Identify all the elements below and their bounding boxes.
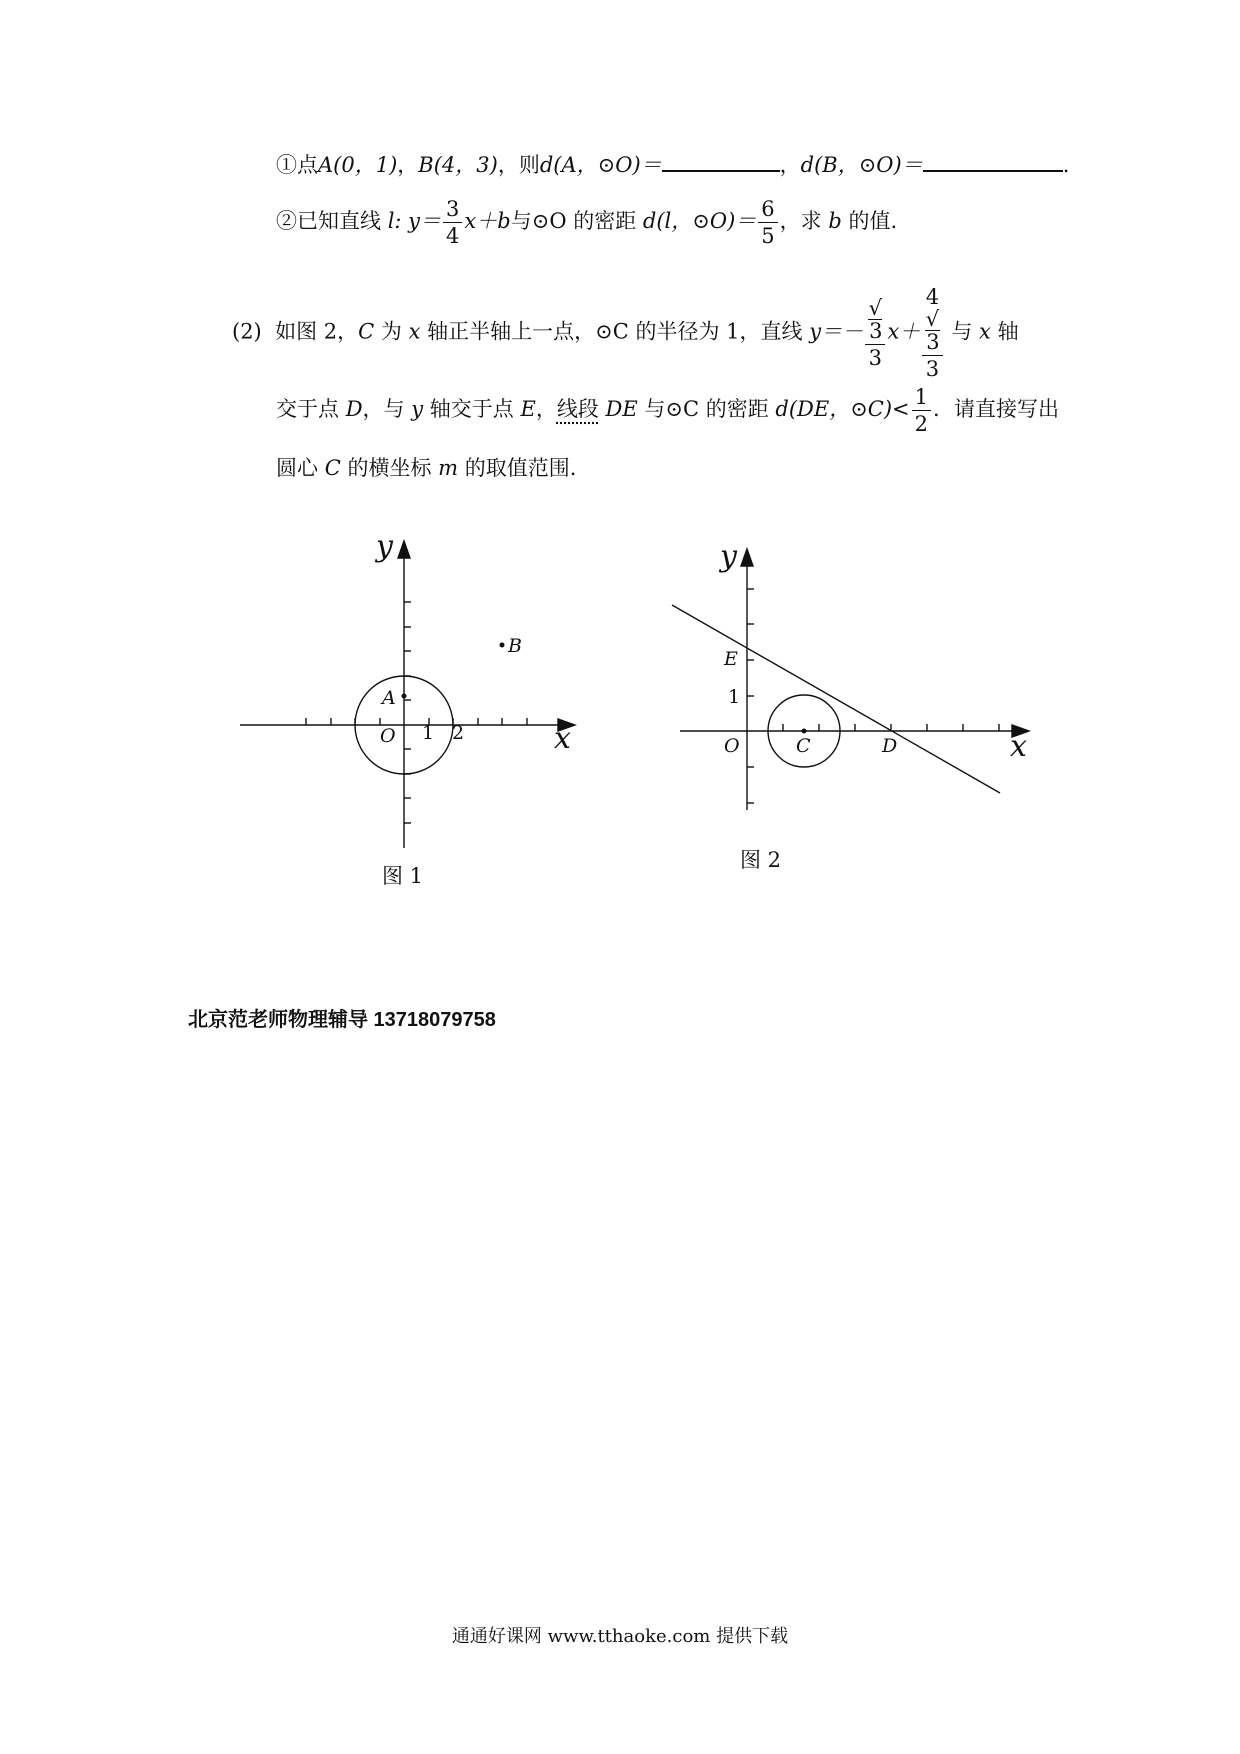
source-footer: 通通好课网 www.tthaoke.com 提供下载 bbox=[451, 1626, 789, 1647]
fig1-tick1: 1 bbox=[422, 722, 435, 744]
q1-sep: ， bbox=[397, 153, 419, 177]
q1-mid: ，则 bbox=[497, 153, 540, 177]
q2-tail2: 的值. bbox=[848, 209, 898, 234]
q2-mid: 与⊙O 的密距 bbox=[510, 209, 637, 234]
fraction-4sqrt3-over-3: 4 √ 3 3 bbox=[922, 286, 942, 380]
tutor-contact: 北京范老师物理辅导 13718079758 bbox=[188, 1009, 496, 1031]
figure-2-caption: 图 2 bbox=[740, 848, 782, 872]
fig1-a-label: A bbox=[382, 687, 396, 709]
q2-prefix: ②已知直线 bbox=[276, 209, 381, 234]
fig1-y-label: y bbox=[376, 529, 393, 564]
p2-de: DE bbox=[605, 397, 638, 422]
p2-line3-a: 圆心 bbox=[276, 456, 318, 480]
fig2-origin: O bbox=[724, 735, 740, 757]
p2-line2-e: 与⊙C 的密距 bbox=[644, 397, 769, 422]
p2-segment: 线段 bbox=[556, 397, 599, 422]
p2-line2-c: 轴交于点 bbox=[429, 397, 514, 422]
q1-dA: d(A，⊙O)＝ bbox=[539, 153, 662, 177]
p2-text2: 为 bbox=[380, 319, 402, 344]
fig2-e-label: E bbox=[724, 648, 738, 670]
q1-end: . bbox=[1062, 153, 1070, 177]
p2-line2-a: 交于点 bbox=[276, 397, 339, 422]
q2-l: l: bbox=[387, 209, 402, 234]
fig2-c-label: C bbox=[796, 735, 811, 757]
fig1-y-ticks bbox=[404, 602, 411, 823]
fig2-y-label: y bbox=[720, 539, 737, 574]
fig1-point-b bbox=[500, 643, 505, 648]
p2-line3-b: 的横坐标 bbox=[347, 456, 432, 480]
figure-2 bbox=[672, 549, 1029, 810]
fraction-sqrt3-over-3: √ 3 3 bbox=[865, 297, 885, 369]
p2-text4: 与 bbox=[951, 319, 973, 344]
q2-tail: ，求 bbox=[779, 209, 822, 234]
fig2-x-label: x bbox=[1010, 729, 1027, 764]
p2-x: x bbox=[408, 319, 421, 344]
fig1-y-arrow bbox=[398, 541, 410, 558]
frac-den: 5 bbox=[761, 224, 775, 249]
p2-d-de: d(DE，⊙C)< bbox=[775, 397, 910, 422]
frac-num: 3 bbox=[443, 198, 462, 223]
frac-sqrt-num: 3 bbox=[869, 319, 883, 344]
p2-y-eq: y＝－ bbox=[809, 319, 864, 344]
frac-sqrt-num: 3 bbox=[926, 330, 940, 355]
fig2-y-ticks bbox=[747, 589, 754, 803]
frac-den: 3 bbox=[868, 346, 882, 371]
p2-text3: 轴正半轴上一点，⊙C 的半径为 1，直线 bbox=[427, 319, 803, 344]
frac-num: 1 bbox=[912, 386, 931, 411]
p2-text1: 如图 2， bbox=[275, 319, 359, 344]
fig1-tick2: 2 bbox=[452, 722, 465, 744]
p2-label: (2) bbox=[232, 319, 262, 344]
fig2-y-arrow bbox=[741, 549, 753, 566]
fig1-x-label: x bbox=[554, 721, 571, 756]
p2-e: E bbox=[520, 397, 536, 422]
fig2-line-de bbox=[672, 605, 1000, 793]
p2-line2-f: ．请直接写出 bbox=[933, 397, 1060, 422]
p2-line2-b: ，与 bbox=[362, 397, 405, 422]
fig1-b-label: B bbox=[508, 635, 522, 657]
p2-y: y bbox=[411, 397, 424, 422]
figure-1-caption: 图 1 bbox=[382, 864, 424, 888]
p2-d: D bbox=[345, 397, 363, 422]
q2-d: d(l，⊙O)＝ bbox=[642, 209, 757, 234]
q1-dB: d(B，⊙O)＝ bbox=[800, 153, 923, 177]
q2-xb: x＋b bbox=[464, 209, 511, 234]
frac-den: 3 bbox=[925, 357, 940, 382]
fig2-point-c bbox=[802, 729, 807, 734]
p2-x-plus: x＋ bbox=[887, 319, 921, 344]
q2-y-eq: y＝ bbox=[408, 209, 442, 234]
p2-m: m bbox=[438, 456, 459, 480]
p2-line3-c: 的取值范围. bbox=[464, 456, 577, 480]
fig2-tick1: 1 bbox=[728, 686, 741, 708]
p2-c2: C bbox=[324, 456, 341, 480]
frac-num: 6 bbox=[758, 198, 777, 223]
q1-comma: ， bbox=[779, 153, 801, 177]
frac-den: 4 bbox=[446, 224, 460, 249]
q1-point-a: A(0，1) bbox=[318, 153, 398, 177]
q2-b: b bbox=[828, 209, 842, 234]
p2-x2: x bbox=[979, 319, 991, 344]
p2-line2-d: ， bbox=[535, 397, 557, 422]
fig1-origin: O bbox=[380, 725, 396, 747]
frac-den: 2 bbox=[914, 412, 929, 437]
p2-text5: 轴 bbox=[997, 319, 1019, 344]
q1-prefix: ①点 bbox=[276, 153, 318, 177]
fig1-x-ticks bbox=[306, 718, 527, 725]
p2-c: C bbox=[358, 319, 375, 344]
q1-point-b: B(4，3) bbox=[418, 153, 498, 177]
fig1-point-a bbox=[402, 694, 407, 699]
fig2-d-label: D bbox=[882, 735, 898, 757]
frac-coef: 4 bbox=[925, 285, 940, 309]
